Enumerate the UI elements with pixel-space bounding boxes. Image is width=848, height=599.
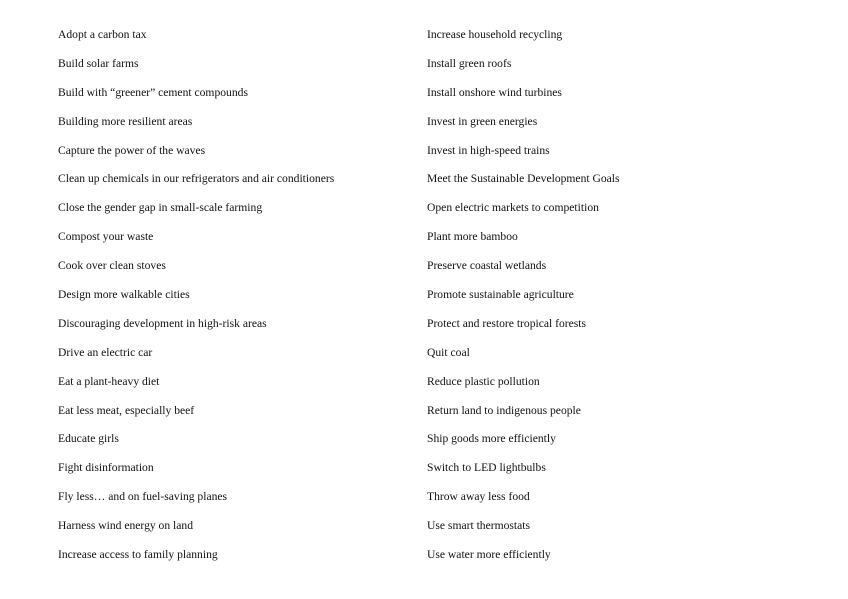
list-item: Invest in green energies [427,114,538,128]
list-item: Ship goods more efficiently [427,432,556,446]
list-item: Quit coal [427,345,470,359]
list-item: Eat a plant-heavy diet [58,374,160,388]
list-item: Building more resilient areas [58,114,193,128]
list-item: Drive an electric car [58,345,153,359]
list-item: Meet the Sustainable Development Goals [427,172,620,186]
list-item: Educate girls [58,432,119,446]
list-item: Design more walkable cities [58,288,190,302]
right-column-list [427,26,807,575]
list-item: Open electric markets to competition [427,201,599,215]
list-item: Discouraging development in high-risk areas [58,316,267,330]
list-item: Close the gender gap in small-scale farming [58,201,263,215]
list-item: Switch to LED lightbulbs [427,461,546,475]
list-item: Use smart thermostats [427,519,531,533]
list-item: Cook over clean stoves [58,259,166,273]
list-item: Promote sustainable agriculture [427,288,574,302]
list-item: Clean up chemicals in our refrigerators and air conditioners [58,172,335,186]
list-item: Fly less… and on fuel-saving planes [58,490,228,504]
list-item: Compost your waste [58,230,154,244]
list-item: Invest in high-speed trains [427,143,550,157]
list-item: Fight disinformation [58,461,154,475]
list-item: Increase access to family planning [58,548,218,562]
list-item: Return land to indigenous people [427,403,581,417]
list-item: Preserve coastal wetlands [427,259,547,273]
left-column-list [58,26,408,575]
list-item: Protect and restore tropical forests [427,316,587,330]
list-item: Capture the power of the waves [58,143,206,157]
list-item: Adopt a carbon tax [58,28,147,41]
list-item: Increase household recycling [427,28,563,41]
list-item: Build with “greener” cement compounds [58,85,248,99]
list-item: Build solar farms [58,56,139,70]
list-item: Reduce plastic pollution [427,374,540,388]
list-item: Eat less meat, especially beef [58,403,195,417]
list-item: Install green roofs [427,56,512,70]
list-item: Harness wind energy on land [58,519,194,533]
list-item: Throw away less food [427,490,530,504]
list-item: Plant more bamboo [427,230,518,244]
list-item: Install onshore wind turbines [427,85,562,99]
list-item: Use water more efficiently [427,548,551,562]
